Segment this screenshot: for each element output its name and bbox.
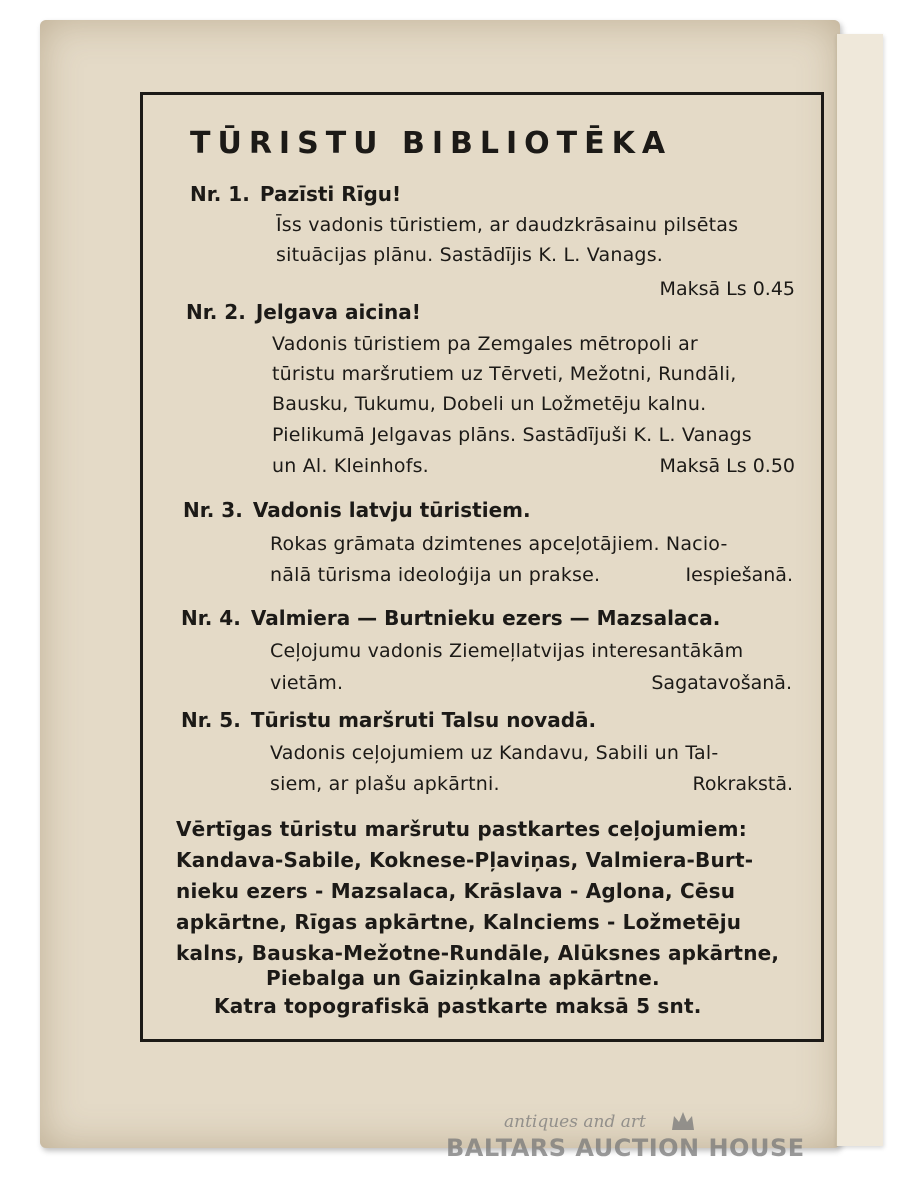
entry-text-line: Vadonis tūristiem pa Zemgales mētropoli ar (272, 333, 698, 355)
entry-1-title-row (190, 182, 401, 206)
entry-title: Pazīsti Rīgu! (259, 182, 402, 206)
postcards-line: nieku ezers - Mazsalaca, Krāslava - Aglona, Cēsu (176, 879, 736, 903)
postcards-line: kalns, Bauska-Mežotne-Rundāle, Alūksnes apkārtne, (176, 941, 780, 965)
entry-text-line: vietām. (270, 672, 344, 694)
entry-title: Jelgava aicina! (255, 300, 421, 324)
entry-text-line: nālā tūrisma ideoloģija un prakse. (270, 564, 601, 586)
entry-price: Rokrakstā. (692, 773, 793, 795)
entry-price: Maksā Ls 0.50 (659, 455, 795, 477)
postcards-line: Piebalga un Gaiziņkalna apkārtne. (266, 966, 660, 990)
watermark-brand: BALTARS AUCTION HOUSE (446, 1134, 805, 1162)
entry-number: Nr. 2. (186, 300, 246, 324)
entry-title: Valmiera — Burtnieku ezers — Mazsalaca. (250, 606, 721, 630)
entry-5-title-row (181, 708, 596, 732)
entry-number: Nr. 4. (181, 606, 241, 630)
entry-3-title-row (183, 498, 531, 522)
entry-text-line: situācijas plānu. Sastādījis K. L. Vanags. (276, 244, 664, 266)
entry-4-title-row (181, 606, 720, 630)
entry-number: Nr. 5. (181, 708, 241, 732)
entry-text-line: tūristu maršrutiem uz Tērveti, Mežotni, Rundāli, (272, 363, 737, 385)
entry-2-title-row (186, 300, 421, 324)
entry-text-line: siem, ar plašu apkārtni. (270, 773, 500, 795)
watermark-tagline: antiques and art (504, 1112, 646, 1132)
entry-title: Tūristu maršruti Talsu novadā. (250, 708, 597, 732)
entry-text-line: Ceļojumu vadonis Ziemeļlatvijas interesantākām (270, 640, 744, 662)
entry-price: Sagatavošanā. (651, 672, 792, 694)
entry-number: Nr. 3. (183, 498, 243, 522)
entry-text-line: Rokas grāmata dzimtenes apceļotājiem. Nacio- (270, 533, 728, 555)
auction-watermark (440, 1110, 840, 1180)
entry-price: Maksā Ls 0.45 (659, 278, 795, 300)
entry-title: Vadonis latvju tūristiem. (252, 498, 531, 522)
entry-text-line: un Al. Kleinhofs. (272, 455, 429, 477)
entry-text-line: Īss vadonis tūristiem, ar daudzkrāsainu pilsētas (276, 214, 739, 236)
entry-number: Nr. 1. (190, 182, 250, 206)
page-title: TŪRISTU BIBLIOTĒKA (190, 126, 673, 161)
page-edge (836, 34, 883, 1146)
postcards-line: Vērtīgas tūristu maršrutu pastkartes ceļojumiem: (176, 817, 747, 841)
entry-text-line: Bausku, Tukumu, Dobeli un Ložmetēju kalnu. (272, 393, 707, 415)
entry-price: Iespiešanā. (685, 564, 793, 586)
postcards-line: apkārtne, Rīgas apkārtne, Kalnciems - Ložmetēju (176, 910, 742, 934)
postcards-price-line: Katra topografiskā pastkarte maksā 5 snt. (214, 994, 702, 1018)
postcards-line: Kandava-Sabile, Koknese-Pļaviņas, Valmiera-Burt- (176, 848, 754, 872)
entry-text-line: Vadonis ceļojumiem uz Kandavu, Sabili un Tal- (270, 742, 719, 764)
entry-text-line: Pielikumā Jelgavas plāns. Sastādījuši K. L. Vanags (272, 424, 752, 446)
crown-icon (670, 1110, 696, 1132)
